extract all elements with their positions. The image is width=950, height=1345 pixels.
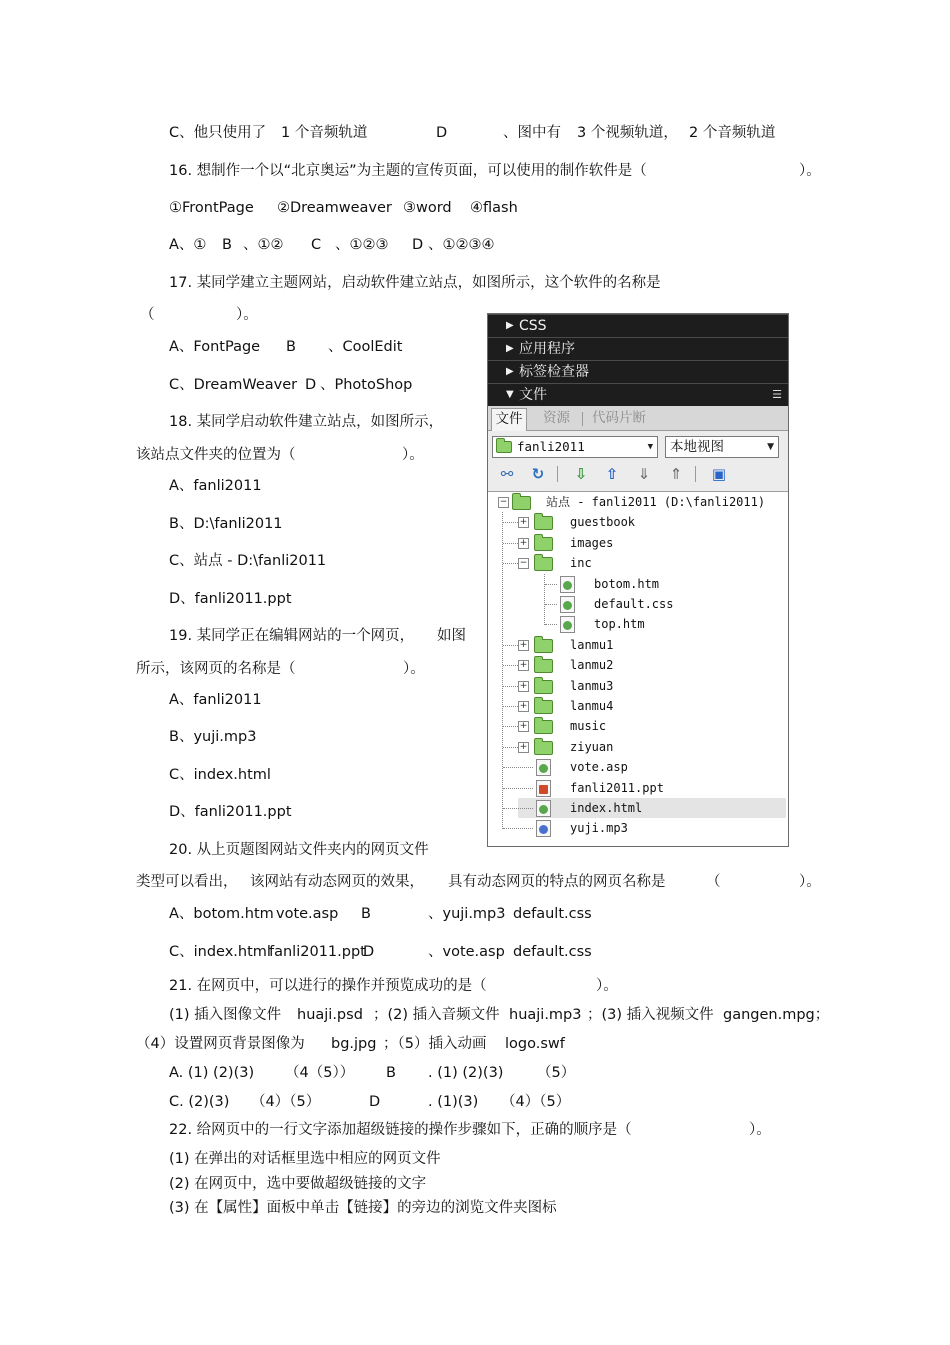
text-run: default.css	[513, 944, 592, 960]
tree-file-row[interactable]	[488, 818, 786, 838]
web-file-icon	[536, 800, 551, 817]
text-run: vote.asp	[276, 906, 339, 922]
text-run: 3 个视频轨道，	[577, 125, 678, 141]
dreamweaver-files-panel	[487, 313, 789, 847]
tree-folder-row[interactable]	[488, 492, 786, 512]
text-run: 19. 某同学正在编辑网站的一个网页，	[169, 628, 415, 644]
expand-toggle-icon[interactable]: +	[519, 680, 528, 691]
text-run: 、①②③	[335, 237, 389, 253]
tree-item-label: top.htm	[594, 617, 645, 632]
text-run: A、①	[169, 237, 207, 253]
file-badge	[563, 621, 572, 630]
text-run: ）。	[749, 1122, 771, 1138]
files-toolbar	[488, 431, 788, 492]
site-file-tree	[488, 492, 788, 846]
text-run: 18. 某同学启动软件建立站点，如图所示，	[169, 414, 444, 430]
folder-icon	[534, 720, 553, 734]
folder-icon	[512, 496, 531, 510]
text-run: C、index.html	[169, 767, 271, 783]
text-run: D、fanli2011.ppt	[169, 591, 292, 607]
text-run: C、DreamWeaver	[169, 377, 298, 393]
tree-file-row[interactable]	[488, 757, 786, 777]
text-run: B	[361, 906, 371, 922]
text-run: ②Dreamweaver	[277, 200, 392, 216]
tree-connector	[545, 584, 557, 585]
text-run: C	[311, 237, 322, 253]
text-run: 具有动态网页的特点的网页名称是	[448, 874, 666, 890]
text-run: . (1)(3)	[428, 1094, 479, 1110]
tab-snippets[interactable]: 代码片断	[592, 410, 646, 426]
folder-icon	[534, 741, 553, 755]
text-run: B	[222, 237, 232, 253]
expand-toggle-icon[interactable]: +	[519, 660, 528, 671]
text-run: A、botom.htm	[169, 906, 274, 922]
tree-item-label: lanmu4	[570, 699, 614, 713]
text-run: 、图中有	[503, 125, 561, 141]
expand-toggle-icon[interactable]: +	[519, 639, 528, 650]
tab-files[interactable]: 文件	[491, 408, 527, 431]
text-run: 、vote.asp	[428, 944, 505, 960]
panel-bar-label: CSS	[519, 318, 547, 334]
panel-bar-label: 应用程序	[519, 341, 575, 357]
panel-bar-css[interactable]	[488, 314, 788, 337]
tree-file-row[interactable]	[488, 614, 786, 634]
text-run: A. (1) (2)(3)	[169, 1065, 255, 1081]
folder-icon	[534, 516, 553, 530]
text-run: ）。	[799, 874, 821, 890]
panel-bar-label: 文件	[519, 387, 547, 403]
folder-icon	[496, 441, 512, 453]
text-run: ）。	[236, 307, 258, 323]
text-run: （4）设置网页背景图像为	[136, 1036, 305, 1052]
text-run: 所示，该网页的名称是（	[136, 661, 296, 677]
tree-item-label: lanmu3	[570, 678, 614, 693]
tree-folder-row[interactable]	[488, 533, 786, 553]
tree-folder-row[interactable]	[488, 676, 786, 696]
text-run: . (1) (2)(3)	[428, 1065, 504, 1081]
text-run: C、index.html	[169, 944, 271, 960]
view-select-value: 本地视图	[670, 439, 724, 455]
text-run: 1 个音频轨道	[281, 125, 368, 141]
expand-toggle-icon[interactable]: +	[519, 741, 528, 752]
text-run: D	[363, 944, 375, 960]
text-run: fanli2011.ppt	[269, 944, 366, 960]
text-run: 2 个音频轨道	[689, 125, 776, 141]
folder-icon	[534, 639, 553, 653]
chevron-down-icon: ▼	[647, 442, 653, 452]
text-run: 20. 从上页题图网站文件夹内的网页文件	[169, 842, 429, 858]
panel-bar-application[interactable]	[488, 337, 788, 360]
tree-connector	[545, 604, 557, 605]
text-run: ）。	[596, 978, 618, 994]
text-run: ①FrontPage	[169, 200, 254, 216]
text-run: A、fanli2011	[169, 478, 262, 494]
collapse-toggle-icon[interactable]: −	[519, 558, 528, 569]
refresh-icon[interactable]: ↻	[531, 465, 545, 483]
tab-assets[interactable]: 资源	[543, 410, 570, 426]
connect-icon[interactable]: ⚯	[500, 465, 514, 483]
chevron-down-icon: ▼	[767, 442, 774, 452]
tree-connector	[503, 563, 518, 564]
ppt-file-icon	[536, 780, 551, 797]
tree-connector	[503, 645, 518, 646]
panel-bar-tag-inspector[interactable]	[488, 360, 788, 383]
text-run: gangen.mpg；	[723, 1007, 830, 1023]
text-run: D	[436, 125, 448, 141]
text-run: B	[386, 1065, 396, 1081]
tree-item-label: images	[570, 535, 614, 550]
get-files-icon[interactable]: ⇩	[574, 465, 588, 483]
text-run: 如图	[437, 628, 466, 644]
site-select-value: fanli2011	[517, 439, 585, 454]
tree-item-label: vote.asp	[570, 760, 628, 775]
toolbar-divider	[557, 466, 558, 482]
text-run: C. (2)(3)	[169, 1094, 230, 1110]
tree-connector	[545, 624, 557, 625]
tree-connector	[503, 543, 518, 544]
text-run: 17. 某同学建立主题网站，启动软件建立站点，如图所示，这个软件的名称是	[169, 275, 661, 291]
file-badge	[539, 785, 548, 794]
text-run: 该站点文件夹的位置为（	[136, 447, 296, 463]
text-run: bg.jpg	[331, 1036, 377, 1052]
expand-toggle-icon[interactable]: +	[519, 517, 528, 528]
toolbar-divider	[695, 466, 696, 482]
text-run: logo.swf	[505, 1036, 565, 1052]
text-run: 类型可以看出，	[136, 874, 238, 890]
text-run: (2) 在网页中，选中要做超级链接的文字	[169, 1176, 427, 1192]
text-run: 、①②	[243, 237, 284, 253]
web-file-icon	[536, 759, 551, 776]
collapse-toggle-icon[interactable]: −	[499, 497, 508, 507]
check-in-icon[interactable]: ⇑	[669, 465, 683, 483]
text-run: （4（5））	[285, 1065, 355, 1081]
collapsed-arrow-icon: ▶	[506, 343, 514, 354]
text-run: C、他只使用了	[169, 125, 267, 141]
tree-item-label: guestbook	[570, 515, 636, 530]
text-run: 、PhotoShop	[320, 377, 413, 393]
text-run: (3) 在【属性】面板中单击【链接】的旁边的浏览文件夹图标	[169, 1200, 557, 1216]
tree-folder-row[interactable]	[488, 737, 786, 757]
text-run: A、fanli2011	[169, 692, 262, 708]
web-file-icon	[560, 596, 575, 613]
web-file-icon	[560, 576, 575, 593]
text-run: 16. 想制作一个以“北京奥运”为主题的宣传页面，可以使用的制作软件是（	[169, 163, 647, 179]
tree-item-label: fanli2011.ppt	[570, 780, 664, 795]
tree-folder-row[interactable]	[488, 553, 786, 573]
expanded-arrow-icon: ▼	[506, 389, 514, 400]
tree-connector	[503, 665, 518, 666]
text-run: ）。	[799, 163, 821, 179]
tree-connector	[503, 808, 533, 809]
text-run: (1) 在弹出的对话框里选中相应的网页文件	[169, 1151, 441, 1167]
tree-connector	[503, 706, 518, 707]
expand-toggle-icon[interactable]: +	[519, 701, 528, 711]
file-badge	[539, 764, 548, 773]
panel-options-icon[interactable]: ☰	[772, 388, 782, 401]
file-badge	[539, 805, 548, 814]
text-run: 、yuji.mp3	[428, 906, 506, 922]
tree-item-label: index.html	[570, 801, 643, 815]
tree-folder-row[interactable]	[488, 635, 786, 655]
audio-file-icon	[536, 820, 551, 837]
put-files-icon[interactable]: ⇧	[605, 465, 619, 483]
tree-connector	[503, 767, 533, 768]
collapsed-arrow-icon: ▶	[506, 320, 514, 331]
tree-item-label: lanmu1	[570, 637, 614, 652]
text-run: (1) 插入图像文件	[169, 1007, 282, 1023]
folder-icon	[534, 680, 553, 694]
folder-icon	[534, 700, 553, 714]
text-run: ③word	[403, 200, 452, 216]
tree-item-label: yuji.mp3	[570, 821, 628, 836]
text-run: huaji.psd	[297, 1007, 363, 1023]
tree-connector	[503, 828, 533, 829]
tree-folder-row[interactable]	[488, 696, 786, 716]
text-run: （	[140, 307, 155, 323]
text-run: 21. 在网页中，可以进行的操作并预览成功的是（	[169, 978, 487, 994]
expand-toggle-icon[interactable]: +	[519, 721, 528, 732]
text-run: default.css	[513, 906, 592, 922]
text-run: D	[369, 1094, 381, 1110]
tree-file-row[interactable]	[488, 778, 786, 798]
text-run: D、fanli2011.ppt	[169, 804, 292, 820]
text-run: （	[706, 874, 721, 890]
text-run: 22. 给网页中的一行文字添加超级链接的操作步骤如下，正确的顺序是（	[169, 1122, 632, 1138]
text-run: 、①②③④	[428, 237, 495, 253]
text-run: A、FontPage	[169, 339, 261, 355]
text-run: D	[305, 377, 317, 393]
panel-tabs	[488, 406, 788, 431]
text-run: ④flash	[470, 200, 518, 216]
check-out-icon[interactable]: ⇓	[637, 465, 651, 483]
tree-connector	[503, 726, 518, 727]
text-run: 、CoolEdit	[328, 339, 403, 355]
text-run: B	[286, 339, 296, 355]
text-run: ；(2) 插入音频文件	[373, 1007, 500, 1023]
file-badge	[539, 825, 548, 834]
text-run: ）。	[402, 447, 424, 463]
tree-item-label: botom.htm	[594, 576, 660, 591]
tree-file-row[interactable]	[488, 798, 786, 818]
tab-divider	[582, 412, 583, 426]
tree-connector	[503, 686, 518, 687]
text-run: B、D:\fanli2011	[169, 516, 283, 532]
tree-item-label: default.css	[594, 597, 674, 611]
tree-item-label: ziyuan	[570, 739, 614, 754]
text-run: D	[412, 237, 424, 253]
tree-folder-row[interactable]	[488, 716, 786, 736]
tree-file-row[interactable]	[488, 594, 786, 614]
tree-item-label: music	[570, 719, 607, 734]
panel-bar-files[interactable]	[488, 383, 788, 406]
text-run: ）。	[403, 661, 425, 677]
collapsed-arrow-icon: ▶	[506, 366, 514, 377]
panel-bar-label: 标签检查器	[519, 364, 589, 380]
text-run: C、站点 - D:\fanli2011	[169, 553, 327, 569]
text-run: B、yuji.mp3	[169, 729, 257, 745]
view-select[interactable]	[665, 436, 779, 458]
folder-icon	[534, 659, 553, 673]
tree-folder-row[interactable]	[488, 512, 786, 532]
folder-icon	[534, 537, 553, 551]
tree-item-label: 站点 - fanli2011 (D:\fanli2011)	[546, 495, 766, 509]
tree-connector	[503, 522, 518, 523]
text-run: （4）（5）	[251, 1094, 321, 1110]
text-run: ；（5）插入动画	[383, 1036, 487, 1052]
file-badge	[563, 601, 572, 610]
site-select[interactable]	[492, 436, 658, 458]
text-run: 该网站有动态网页的效果，	[250, 874, 424, 890]
text-run: ；(3) 插入视频文件	[587, 1007, 714, 1023]
text-run: （4）（5）	[501, 1094, 571, 1110]
tree-item-label: lanmu2	[570, 658, 614, 673]
web-file-icon	[560, 616, 575, 633]
text-run: （5）	[537, 1065, 576, 1081]
tree-connector	[503, 788, 533, 789]
folder-icon	[534, 557, 553, 571]
tree-file-row[interactable]	[488, 574, 786, 594]
tree-connector	[503, 747, 518, 748]
text-run: huaji.mp3	[509, 1007, 582, 1023]
file-badge	[563, 581, 572, 590]
tree-folder-row[interactable]	[488, 655, 786, 675]
tree-item-label: inc	[570, 556, 592, 571]
expand-icon[interactable]: ▣	[711, 465, 727, 483]
expand-toggle-icon[interactable]: +	[519, 537, 528, 548]
